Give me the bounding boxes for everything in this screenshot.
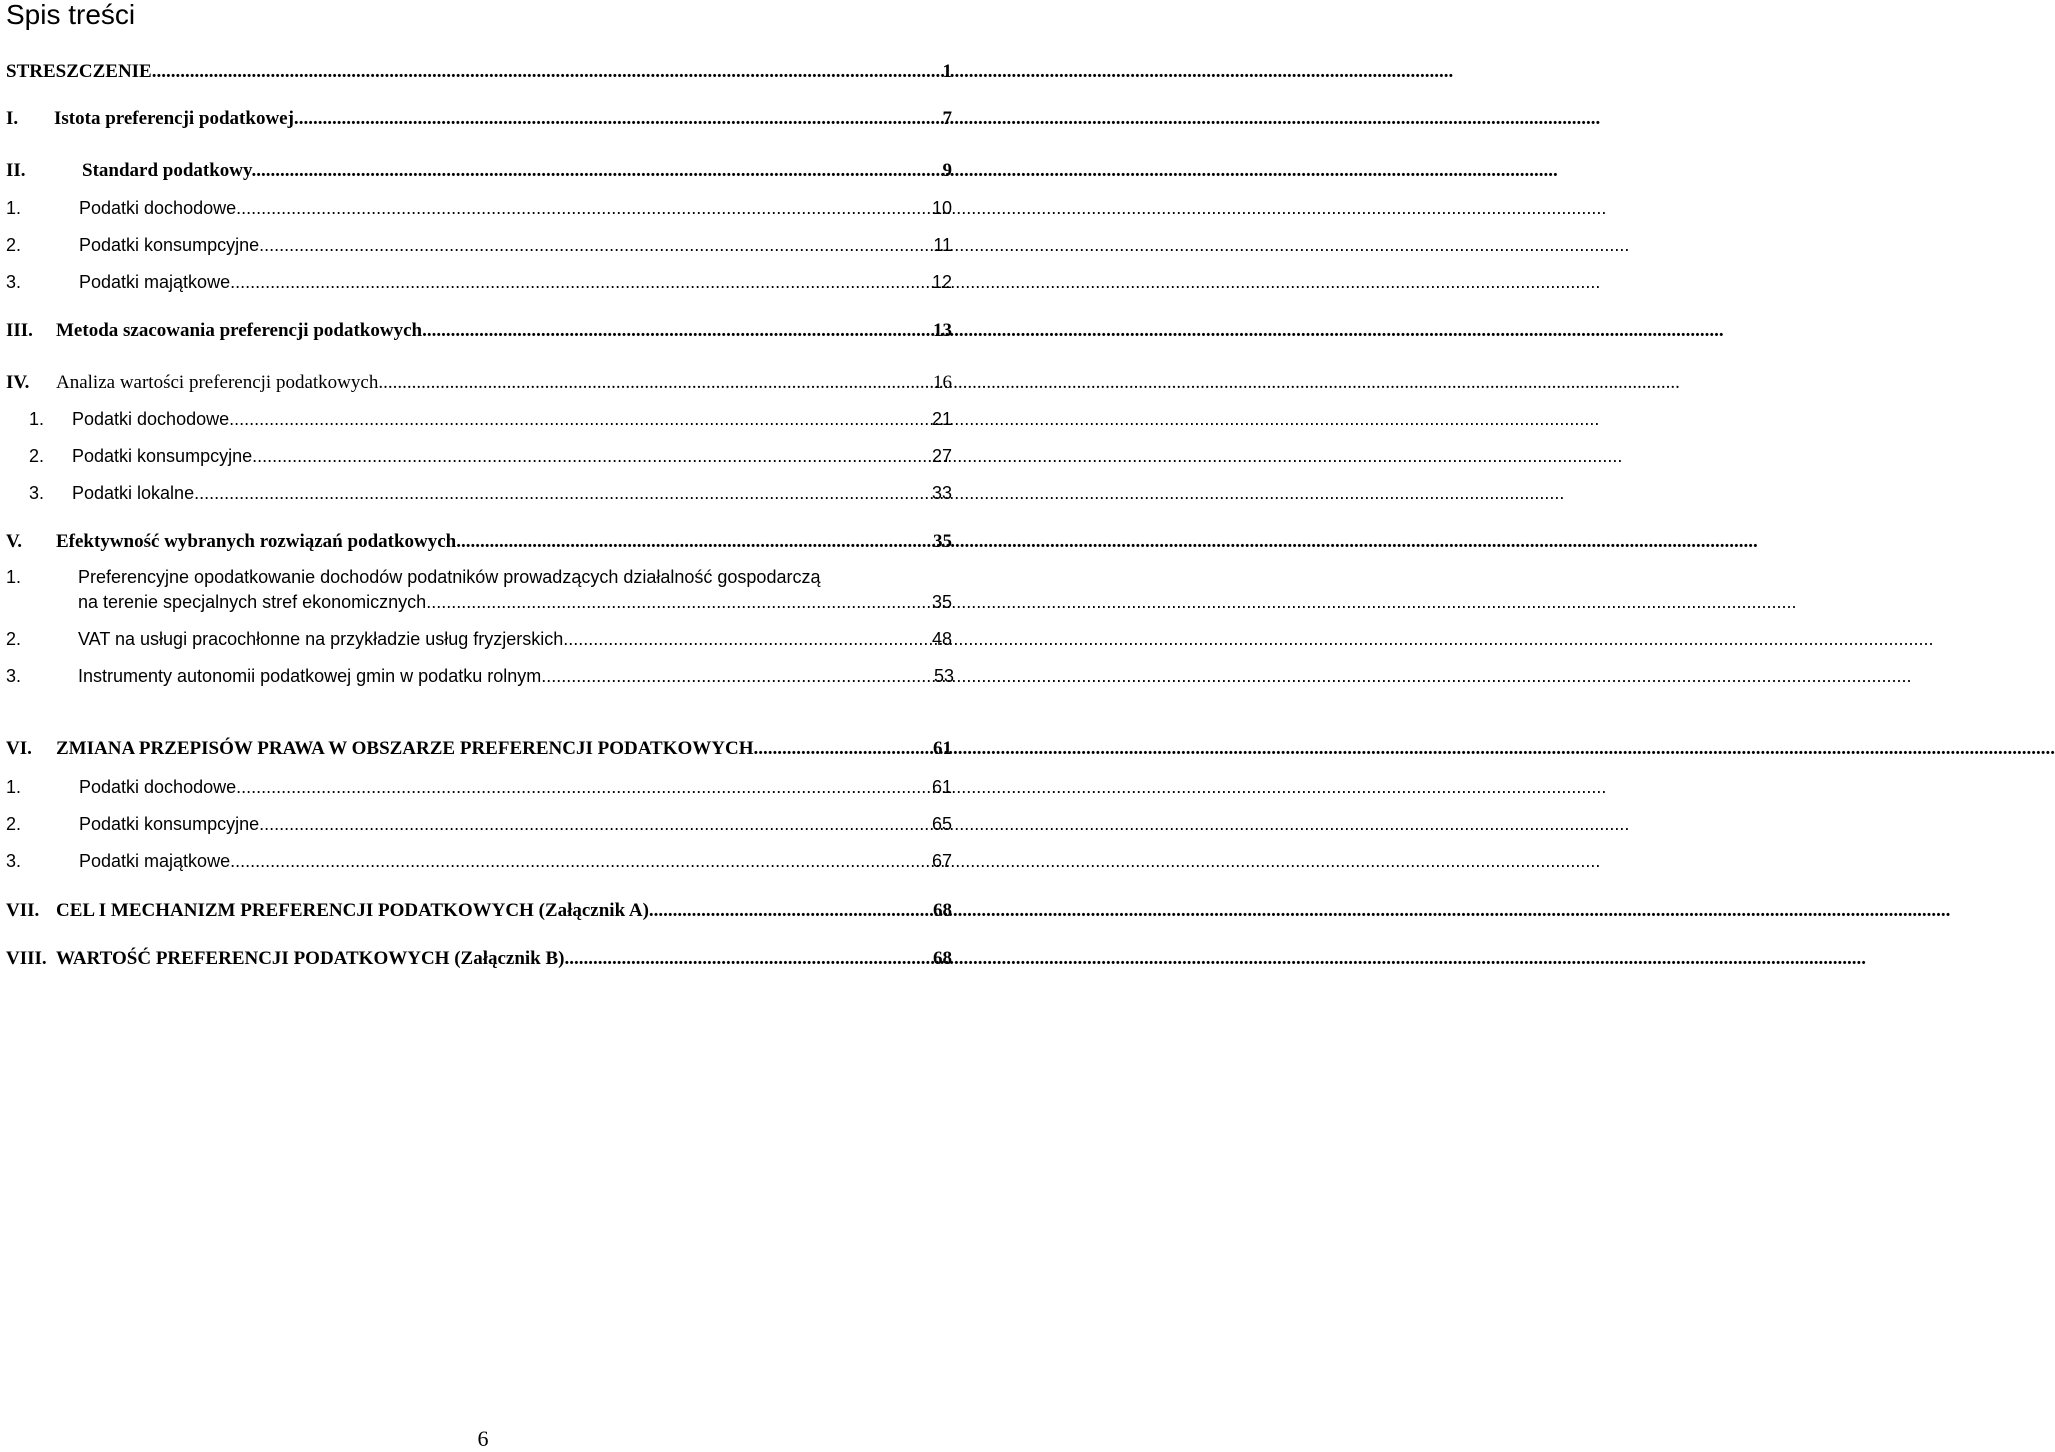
toc-entry-number: II. — [6, 160, 26, 181]
toc-leader-dots — [236, 776, 930, 798]
toc-leader-dots — [194, 482, 930, 504]
toc-entry-text: WARTOŚĆ PREFERENCJI PODATKOWYCH (Załącznik B) — [56, 948, 565, 969]
toc-entry-text: Podatki dochodowe — [79, 777, 237, 797]
toc-entry-annex-b[interactable] — [6, 946, 952, 970]
toc-entry-number: 3. — [6, 666, 22, 686]
toc-entry-chapter-5[interactable] — [6, 529, 952, 553]
toc-leader-dots — [230, 271, 930, 293]
toc-leader-dots — [563, 628, 930, 650]
toc-entry-number: 3. — [29, 483, 45, 503]
toc-entry-text: Istota preferencji podatkowej. — [54, 108, 299, 129]
toc-entry-annex-a[interactable] — [6, 898, 952, 922]
toc-entry-page: 65 — [931, 814, 952, 834]
toc-leader-dots — [565, 948, 931, 970]
toc-entry-chapter-1[interactable] — [6, 106, 952, 130]
toc-entry-text: Instrumenty autonomii podatkowej gmin w podatku rolnym — [78, 666, 542, 686]
toc-entry-text: STRESZCZENIE — [6, 61, 152, 82]
toc-entry-number: 2. — [6, 814, 22, 834]
toc-entry-text: VAT na usługi pracochłonne na przykładzie usług fryzjerskich — [78, 629, 564, 649]
toc-leader-dots — [230, 850, 930, 872]
toc-entry-page: 35 — [933, 531, 952, 552]
toc-entry-section[interactable] — [78, 589, 952, 613]
toc-leader-dots — [259, 813, 930, 835]
toc-entry-page: 53 — [933, 666, 954, 686]
toc-entry-section[interactable] — [6, 443, 952, 467]
toc-entry-section[interactable] — [6, 406, 952, 430]
toc-entry-summary[interactable] — [6, 59, 952, 83]
toc-leader-dots — [229, 408, 930, 430]
toc-entry-text: Analiza wartości preferencji podatkowych — [56, 372, 379, 393]
toc-entry-page: 11 — [933, 235, 952, 255]
toc-entry-page: 12 — [931, 272, 952, 292]
toc-leader-dots — [649, 900, 931, 922]
toc-entry-text: ZMIANA PRZEPISÓW PRAWA W OBSZARZE PREFERENCJI PODATKOWYCH — [56, 738, 754, 759]
toc-leader-dots — [378, 372, 931, 394]
toc-entry-text: Preferencyjne opodatkowanie dochodów podatników prowadzących działalność gospodarczą — [78, 567, 821, 587]
toc-leader-dots — [299, 108, 941, 130]
toc-entry-page: 35 — [931, 592, 952, 612]
toc-entry-number: 3. — [6, 272, 22, 292]
toc-entry-number: VI. — [6, 738, 32, 759]
toc-entry-page: 13 — [933, 320, 952, 341]
toc-entry-page: 68 — [933, 948, 952, 969]
toc-entry-page: 27 — [931, 446, 952, 466]
toc-entry-page: 16 — [933, 372, 952, 393]
toc-entry-section-first-line[interactable] — [6, 566, 952, 588]
toc-entry-text: Podatki lokalne — [72, 483, 195, 503]
toc-leader-dots — [422, 320, 931, 342]
toc-leader-dots — [456, 531, 931, 553]
toc-entry-number: V. — [6, 531, 23, 552]
toc-leader-dots — [252, 445, 930, 467]
toc-entry-section[interactable] — [6, 848, 952, 872]
toc-entry-number: 1. — [6, 777, 22, 797]
toc-entry-text: Podatki konsumpcyjne — [79, 235, 260, 255]
toc-leader-dots — [236, 197, 930, 219]
toc-entry-section[interactable] — [6, 774, 952, 798]
toc-entry-text: Podatki dochodowe — [79, 198, 237, 218]
toc-entry-page: 61 — [933, 738, 952, 759]
toc-entry-text: Podatki konsumpcyjne — [79, 814, 260, 834]
toc-entry-number: 2. — [6, 235, 22, 255]
toc-entry-page: 10 — [931, 198, 952, 218]
toc-entry-number: 2. — [6, 629, 22, 649]
page-number: 6 — [477, 1426, 489, 1451]
toc-entry-chapter-3[interactable] — [6, 318, 952, 342]
toc-entry-page: 33 — [931, 483, 952, 503]
toc-entry-text: Podatki konsumpcyjne — [72, 446, 253, 466]
toc-entry-number: 1. — [6, 567, 22, 587]
toc-entry-chapter-2[interactable] — [6, 158, 952, 182]
toc-entry-section[interactable] — [6, 232, 952, 256]
toc-entry-chapter-6[interactable] — [6, 736, 952, 760]
toc-entry-chapter-4[interactable] — [6, 370, 952, 394]
toc-entry-page: 67 — [931, 851, 952, 871]
toc-entry-section[interactable] — [6, 480, 952, 504]
toc-leader-dots — [426, 591, 930, 613]
toc-leader-dots — [152, 61, 941, 83]
toc-entry-section[interactable] — [6, 811, 952, 835]
toc-entry-page: 9 — [942, 160, 952, 181]
toc-entry-number: 1. — [29, 409, 45, 429]
toc-entry-text: Podatki dochodowe — [72, 409, 230, 429]
toc-entry-number: III. — [6, 320, 33, 341]
toc-entry-number: VIII. — [6, 948, 47, 969]
toc-entry-section[interactable] — [6, 626, 952, 650]
toc-leader-dots — [256, 160, 940, 182]
toc-entry-number: I. — [6, 108, 19, 129]
toc-entry-text: CEL I MECHANIZM PREFERENCJI PODATKOWYCH (Załącznik A) — [56, 900, 649, 921]
toc-leader-dots — [753, 738, 931, 760]
toc-entry-text-continued: na terenie specjalnych stref ekonomicznych — [78, 592, 427, 612]
toc-entry-page: 61 — [931, 777, 952, 797]
toc-entry-number: 1. — [6, 198, 22, 218]
toc-entry-number: 2. — [29, 446, 45, 466]
page-title: Spis treści — [6, 0, 136, 30]
toc-entry-text: Podatki majątkowe — [79, 272, 231, 292]
toc-entry-section[interactable] — [6, 663, 954, 687]
toc-entry-text: Podatki majątkowe — [79, 851, 231, 871]
toc-entry-page: 7 — [942, 108, 952, 129]
toc-entry-section[interactable] — [6, 195, 952, 219]
toc-entry-section[interactable] — [6, 269, 952, 293]
toc-entry-number: 3. — [6, 851, 22, 871]
toc-leader-dots — [541, 665, 932, 687]
toc-entry-number: IV. — [6, 372, 30, 393]
toc-entry-text: Efektywność wybranych rozwiązań podatkowych — [56, 531, 457, 552]
toc-entry-page: 21 — [931, 409, 952, 429]
toc-entry-number: VII. — [6, 900, 40, 921]
toc-entry-page: 68 — [933, 900, 952, 921]
toc-entry-text: Standard podatkowy. — [82, 160, 257, 181]
toc-entry-page: 1 — [942, 61, 952, 82]
toc-leader-dots — [259, 234, 931, 256]
toc-entry-page: 48 — [931, 629, 952, 649]
toc-entry-text: Metoda szacowania preferencji podatkowych — [56, 320, 423, 341]
